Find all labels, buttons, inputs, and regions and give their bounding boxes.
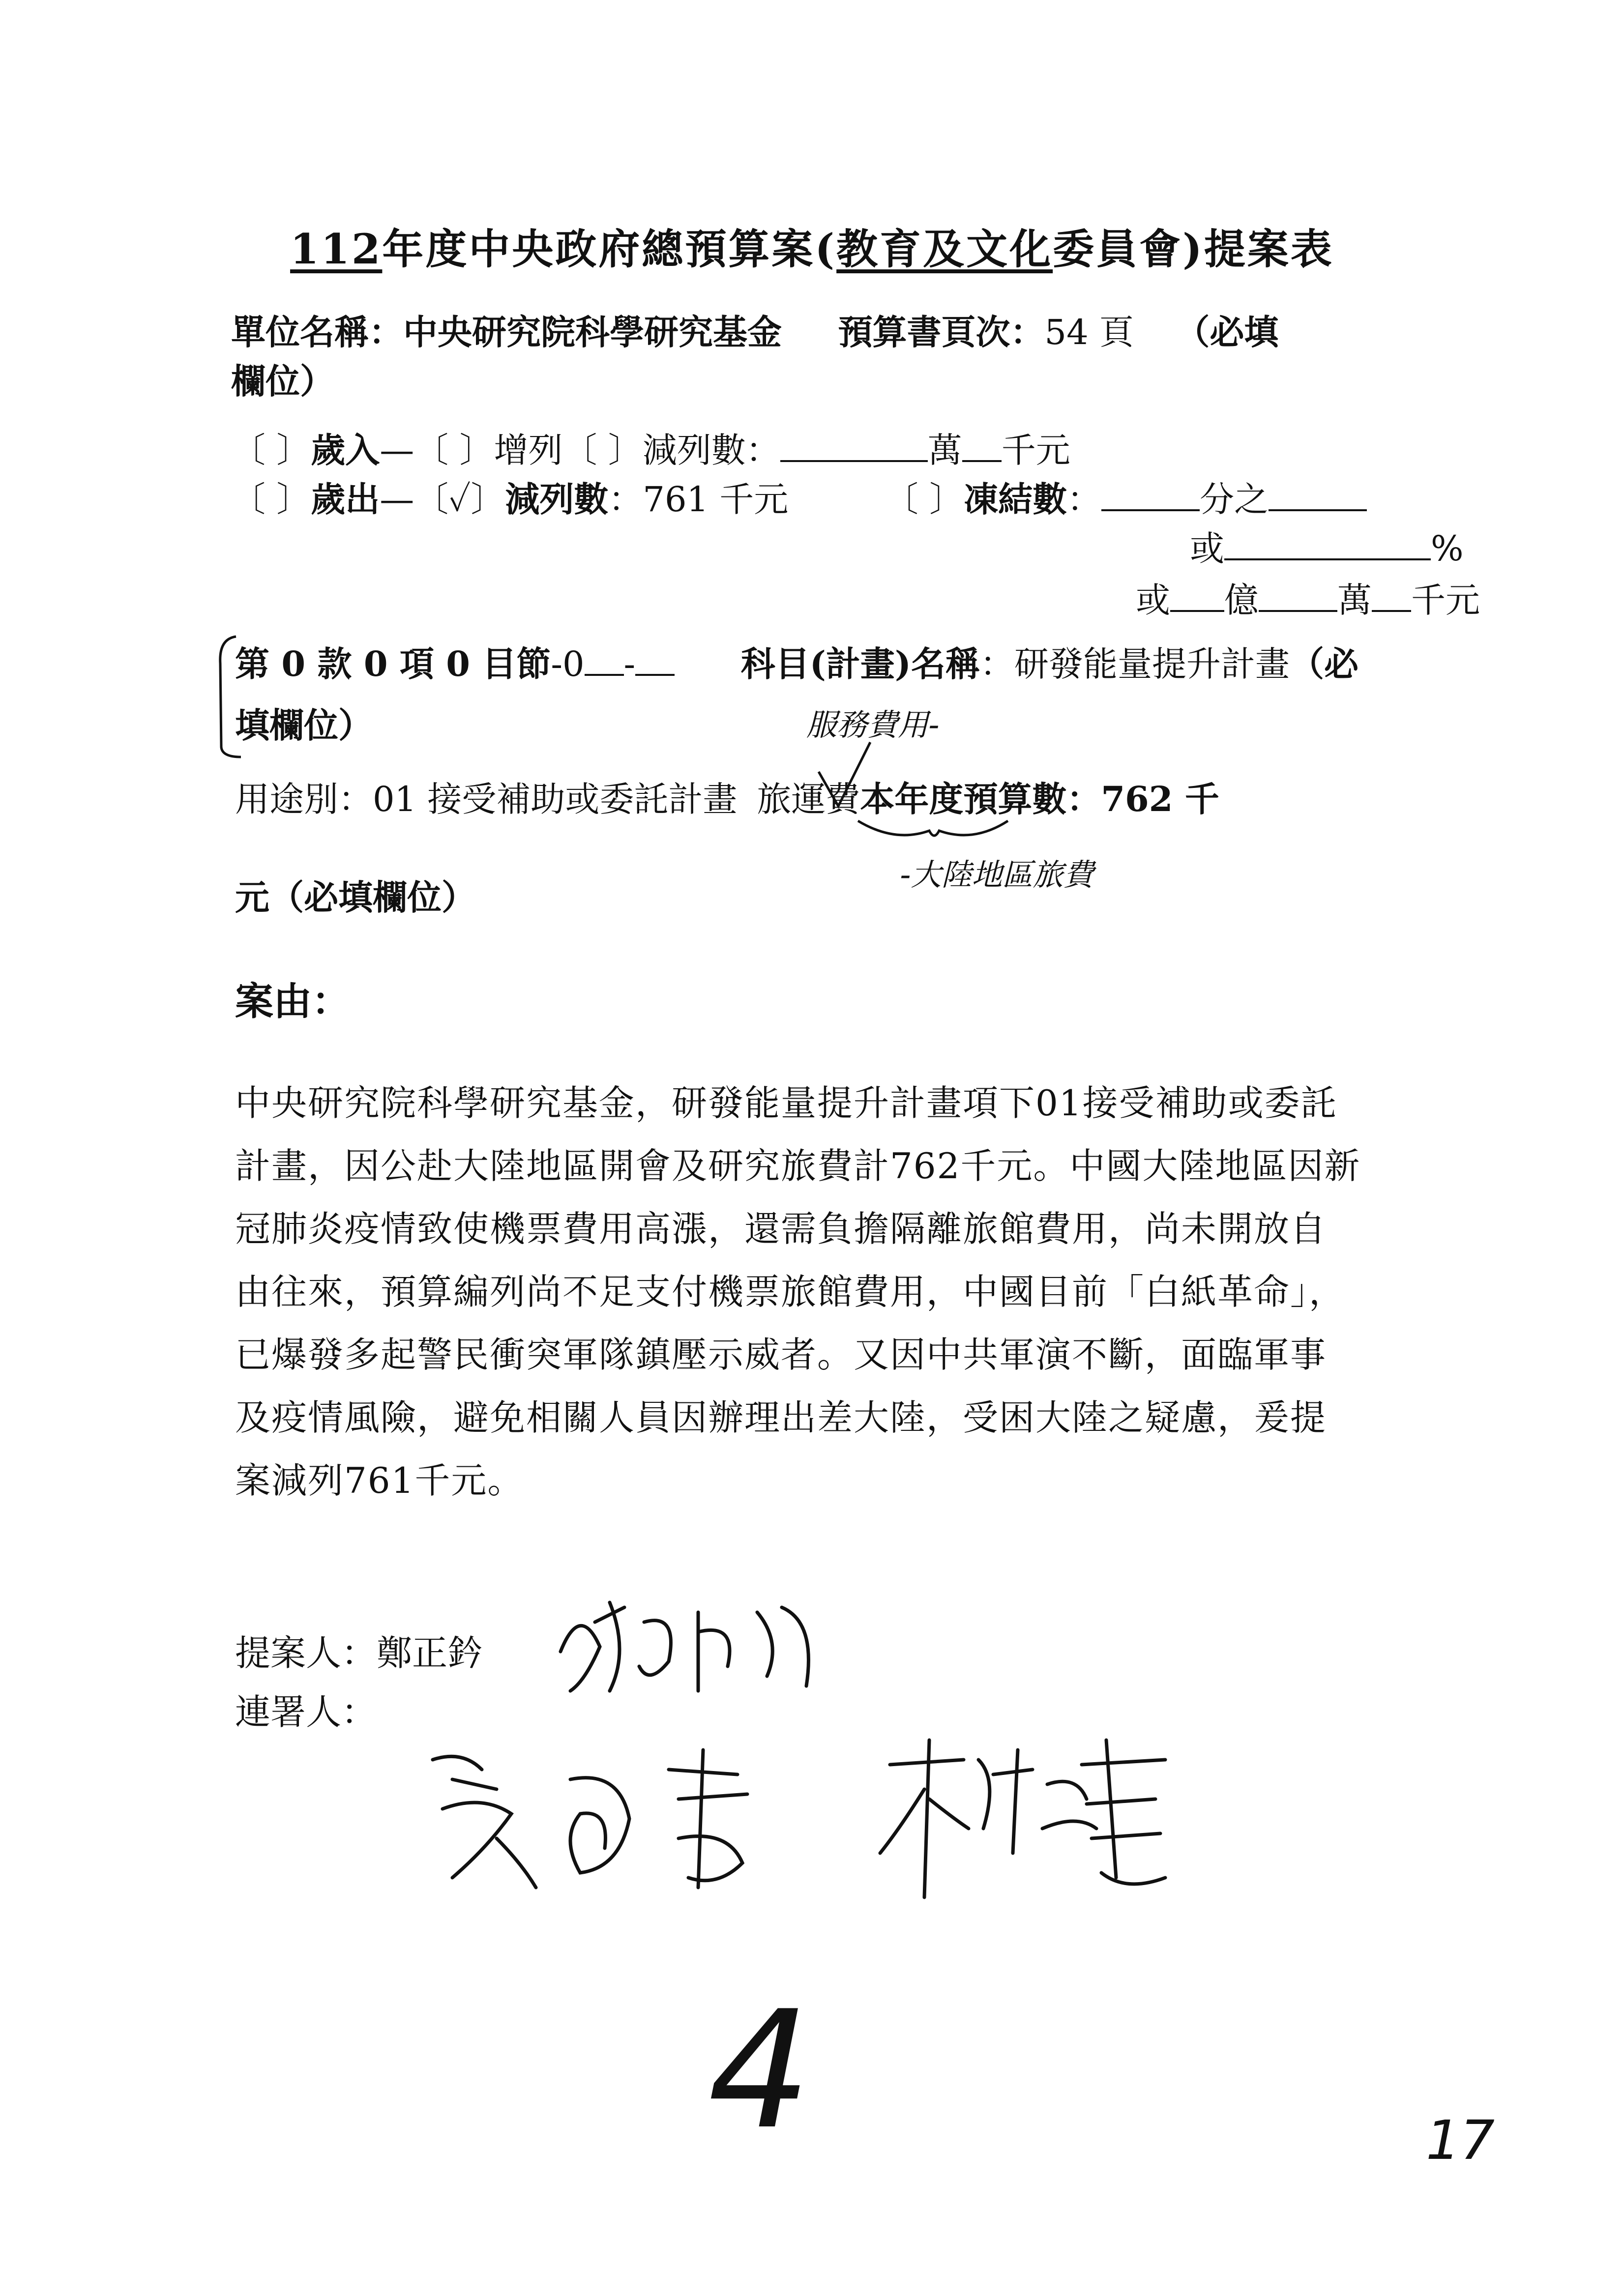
freeze-numerator-field[interactable] xyxy=(1269,478,1367,511)
title-year: 112 xyxy=(290,225,383,273)
item-code-field-1[interactable] xyxy=(585,642,624,676)
proposer-name: 鄭正鈐 xyxy=(377,1632,483,1674)
handwritten-page-number: 4 xyxy=(708,1976,811,2165)
handwritten-corner-number: 17 xyxy=(1426,2109,1495,2172)
revenue-wan: 萬 xyxy=(927,430,962,470)
item-code-field-2[interactable] xyxy=(635,642,675,676)
freeze-denominator-field[interactable] xyxy=(1101,478,1200,511)
percent-sign: % xyxy=(1431,528,1464,569)
subject-label: 科目(計畫)名稱 xyxy=(740,643,980,684)
freeze-label: 凍結數 xyxy=(964,479,1067,520)
handwritten-mainland-travel: -大陸地區旅費 xyxy=(900,857,1094,893)
or-label-1: 或 xyxy=(1190,528,1224,569)
unit-required-2: 欄位） xyxy=(231,361,334,402)
cosigner-signature-1 xyxy=(423,1740,816,1897)
revenue-qian-field[interactable] xyxy=(962,429,1002,462)
revenue-dash: — xyxy=(380,430,414,470)
item-required-2: 填欄位） xyxy=(235,705,373,746)
handwritten-service-fee: 服務費用- xyxy=(806,707,940,743)
wan-label: 萬 xyxy=(1337,580,1372,620)
title-committee: 教育及文化 xyxy=(836,225,1053,273)
revenue-decrease-checkbox[interactable]: 〔 〕 xyxy=(562,430,643,470)
usage-continued xyxy=(235,870,476,920)
yi-label: 億 xyxy=(1224,580,1259,620)
yi-field[interactable] xyxy=(1170,579,1224,612)
freeze-checkbox[interactable]: 〔 〕 xyxy=(884,479,964,520)
percent-field[interactable] xyxy=(1224,527,1431,560)
cosigner-label: 連署人： xyxy=(235,1691,377,1733)
item-section: 第 0 款 0 項 0 目節 xyxy=(235,643,551,684)
item-dash: - xyxy=(623,644,636,684)
revenue-checkbox[interactable]: 〔 〕 xyxy=(231,430,311,470)
freeze-colon: ： xyxy=(1067,479,1102,520)
unit-required-1: （必填 xyxy=(1175,312,1279,352)
proposer-signature xyxy=(551,1593,826,1701)
usage-value-a: 01 接受補助或委託計畫 xyxy=(373,779,738,819)
expenditure-checkbox[interactable]: 〔 〕 xyxy=(231,479,311,520)
item-code: -0 xyxy=(551,644,585,684)
revenue-label: 歲入 xyxy=(311,430,380,470)
freeze-fraction: 分之 xyxy=(1200,479,1269,520)
reason-heading: 案由： xyxy=(235,979,351,1024)
budget-label: 本年度預算數： xyxy=(860,779,1101,819)
budget-value-1: 762 千 xyxy=(1101,779,1219,819)
expenditure-decrease-label: 減列數 xyxy=(505,479,609,520)
expenditure-line xyxy=(231,472,1367,522)
page-label: 預算書頁次： xyxy=(838,312,1045,352)
unit-name: 中央研究院科學研究基金 xyxy=(403,312,782,352)
revenue-increase: 增列 xyxy=(494,430,563,470)
percent-line xyxy=(1190,521,1464,571)
revenue-decrease-label: 減列數： xyxy=(642,430,780,470)
usage-required: （必填欄位） xyxy=(269,877,476,918)
expenditure-decrease-value: ：761 千元 xyxy=(608,479,789,520)
qian-label: 千元 xyxy=(1411,580,1480,620)
unit-label: 單位名稱： xyxy=(231,312,403,352)
page-title xyxy=(0,216,1624,276)
qian-field[interactable] xyxy=(1372,579,1411,612)
expenditure-decrease-checkbox[interactable]: 〔✓〕 xyxy=(414,479,505,520)
proposer-line xyxy=(235,1625,483,1676)
revenue-increase-checkbox[interactable]: 〔 〕 xyxy=(414,430,494,470)
item-required-1: （必 xyxy=(1289,643,1358,684)
revenue-line xyxy=(231,423,1070,472)
revenue-qian: 千元 xyxy=(1001,430,1070,470)
item-line xyxy=(235,637,1358,686)
usage-line xyxy=(235,772,1219,821)
handwritten-brace xyxy=(856,816,1013,850)
expenditure-dash: — xyxy=(380,479,414,520)
usage-label: 用途別： xyxy=(235,779,373,819)
unit-line xyxy=(231,305,1278,354)
title-pre: 年度中央政府總預算案( xyxy=(382,225,837,273)
subject-value: ：研發能量提升計畫 xyxy=(979,644,1290,684)
amount-line xyxy=(1136,573,1480,622)
cosigner-signature-2 xyxy=(870,1730,1185,1917)
usage-value-b: 旅運費 xyxy=(757,779,860,819)
expenditure-label: 歲出 xyxy=(311,479,380,520)
proposer-label: 提案人： xyxy=(235,1632,377,1674)
title-post: 委員會)提案表 xyxy=(1053,225,1334,273)
revenue-wan-field[interactable] xyxy=(780,429,928,462)
reason-text: 中央研究院科學研究基金，研發能量提升計畫項下01接受補助或委託計畫，因公赴大陸地區開會及研究旅費計762千元。中國大陸地區因新冠肺炎疫情致使機票費用高漲，還需負擔隔離旅館費用，尚未開放自由往來，預算編列尚不足支付機票旅館費用，中國目前「白紙革命」，已爆發多起警民衝突軍隊鎮壓示威者。又因中共軍演不斷，面臨軍事及疫情風險，避免相關人員因辦理出差大陸，受困大陸之疑慮，爰提案減列761千元。 xyxy=(235,1082,1361,1501)
wan-field[interactable] xyxy=(1259,579,1337,612)
budget-value-2: 元 xyxy=(235,877,269,918)
page-value: 54 頁 xyxy=(1044,312,1134,352)
or-label-2: 或 xyxy=(1136,580,1170,620)
